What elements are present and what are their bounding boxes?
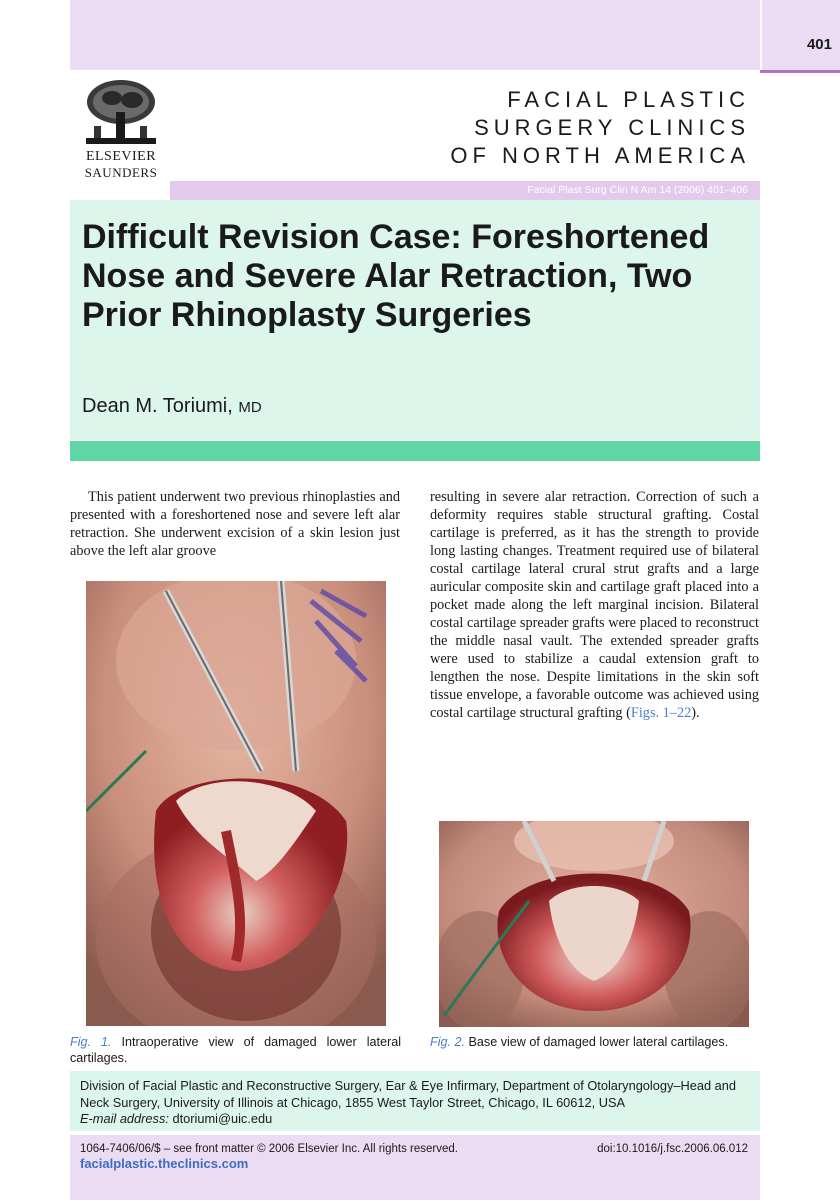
author	[82, 395, 262, 418]
title-divider	[70, 441, 760, 461]
header-accent-rule	[760, 70, 840, 73]
figure-2-image	[439, 821, 749, 1027]
website-link[interactable]: facialplastic.theclinics.com	[80, 1156, 249, 1171]
copyright: 1064-7406/06/$ – see front matter © 2006 Elsevier Inc. All rights reserved.	[80, 1143, 458, 1155]
figure-1-image	[86, 581, 386, 1026]
journal-name	[450, 86, 750, 170]
elsevier-tree-icon	[82, 76, 160, 148]
publisher-name: ELSEVIER	[85, 149, 157, 164]
email-label: E-mail address:	[80, 1111, 169, 1126]
figure-1-label: Fig. 1.	[70, 1035, 112, 1049]
figure-1-caption-text: Intraoperative view of damaged lower lateral cartilages.	[70, 1035, 401, 1065]
figure-1-caption	[70, 1034, 401, 1066]
figure-reference-link[interactable]: Figs. 1–22	[630, 705, 692, 721]
journal-line: OF NORTH AMERICA	[450, 143, 750, 168]
author-affiliation: Division of Facial Plastic and Reconstructive Surgery, Ear & Eye Infirmary, Department of Otolaryngology–Head and Neck Surgery, University of Illinois at Chicago, 1855 West Taylor Street, Chicago, IL 60612, USA	[80, 1078, 737, 1110]
citation: Facial Plast Surg Clin N Am 14 (2006) 401–406	[527, 184, 748, 196]
publisher-logo	[78, 76, 164, 182]
email-line	[80, 1111, 272, 1126]
author-name: Dean M. Toriumi,	[82, 395, 233, 417]
body-text: resulting in severe alar retraction. Correction of such a deformity requires stable structural grafting. Costal cartilage is preferred, as it has the strength to provide long lasting changes. Treatment required use of bilateral costal cartilage lateral crural strut grafts and a large auricular composite skin and cartilage graft placed into a pocket made along the left marginal incision. Bilateral costal cartilage spreader grafts were placed to reconstruct the middle nasal vault. The extended spreader grafts were used to stabilize a caudal extension graft to lengthen the nose. Despite limitations in the skin soft tissue envelope, a favorable outcome was achieved using costal cartilage structural grafting (	[430, 489, 759, 721]
body-paragraph-right	[430, 488, 759, 722]
header-band	[70, 0, 760, 70]
journal-line: SURGERY CLINICS	[474, 115, 750, 140]
figure-2-label: Fig. 2.	[430, 1035, 465, 1049]
author-degree: MD	[238, 399, 262, 416]
body-text-end: ).	[691, 705, 700, 721]
email-link[interactable]: dtoriumi@uic.edu	[172, 1111, 273, 1126]
publisher-imprint: SAUNDERS	[84, 165, 158, 180]
article-title: Difficult Revision Case: Foreshortened Nose and Severe Alar Retraction, Two Prior Rhinoplasty Surgeries	[82, 218, 710, 334]
journal-line: FACIAL PLASTIC	[507, 87, 750, 112]
figure-2-caption-text: Base view of damaged lower lateral cartilages.	[468, 1035, 729, 1049]
page-number: 401	[806, 36, 832, 53]
page-number-box	[760, 0, 840, 70]
figure-2-caption	[430, 1034, 759, 1050]
doi: doi:10.1016/j.fsc.2006.06.012	[597, 1143, 748, 1155]
body-paragraph-left: This patient underwent two previous rhinoplasties and presented with a foreshortened nose and severe left alar retraction. She underwent excision of a skin lesion just above the left alar groove	[70, 489, 400, 559]
